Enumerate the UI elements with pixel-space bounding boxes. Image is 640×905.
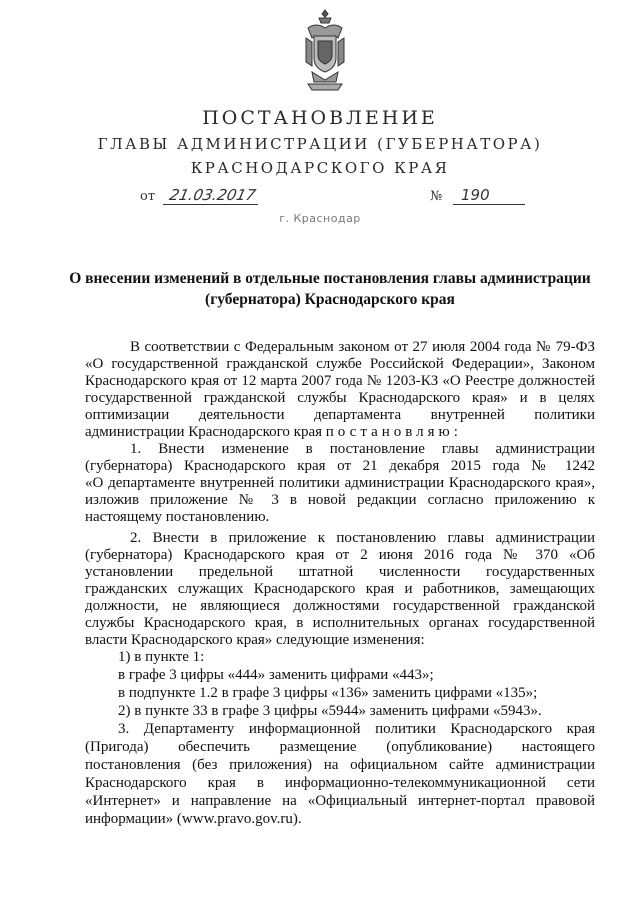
body-line-01: В соответствии с Федеральным законом от 27 июля 2004 года № 79-ФЗ: [130, 339, 595, 355]
body-line-14: установлении предельной штатной численности государственных: [85, 564, 595, 580]
coat-of-arms-emblem: [300, 8, 350, 98]
body-line-26: Краснодарского края в информационно-телекоммуникационной сети: [85, 775, 595, 791]
body-line-24: (Пригода) обеспечить размещение (опубликование) настоящего: [85, 739, 595, 755]
body-line-17: службы Краснодарского края, в исполнительных органах государственной: [85, 615, 595, 631]
region-heading: КРАСНОДАРСКОГО КРАЯ: [190, 159, 450, 177]
body-line-02: «О государственной гражданской службе Российской Федерации», Законом: [85, 356, 595, 372]
city-label: г. Краснодар: [279, 212, 361, 225]
document-date: 21.03.2017: [163, 186, 262, 205]
body-line-09: «О департаменте внутренней политики администрации Краснодарского края»,: [85, 475, 595, 491]
body-line-21: в подпункте 1.2 в графе 3 цифры «136» заменить цифрами «135»;: [118, 685, 538, 701]
document-title: [60, 268, 600, 310]
body-line-18: власти Краснодарского края» следующие изменения:: [85, 632, 425, 648]
body-line-27: «Интернет» и направление на «Официальный интернет-портал правовой: [85, 793, 595, 809]
body-line-28: информации» (www.pravo.gov.ru).: [85, 811, 302, 827]
body-line-11: настоящему постановлению.: [85, 509, 270, 525]
body-line-05: оптимизации деятельности департамента внутренней политики: [85, 407, 595, 423]
issuer-heading: ГЛАВЫ АДМИНИСТРАЦИИ (ГУБЕРНАТОРА): [97, 135, 543, 153]
document-number: 190: [453, 186, 525, 205]
body-line-07: 1. Внести изменение в постановление главы администрации: [130, 441, 595, 457]
document-type-heading: ПОСТАНОВЛЕНИЕ: [202, 107, 438, 129]
body-line-04: государственной гражданской службы Краснодарского края» и в целях: [85, 390, 595, 406]
body-line-12: 2. Внести в приложение к постановлению главы администрации: [130, 530, 595, 546]
body-line-10: изложив приложение № 3 в новой редакции согласно приложению к: [85, 492, 595, 508]
document-title-line-1: О внесении изменений в отдельные постановления главы администрации: [69, 270, 591, 287]
body-line-25: постановления (без приложения) на официальном сайте администрации: [85, 757, 595, 773]
body-line-23: 3. Департаменту информационной политики Краснодарского края: [118, 721, 595, 737]
number-label: №: [430, 189, 443, 204]
body-line-03: Краснодарского края от 12 марта 2007 года № 1203-КЗ «О Реестре должностей: [85, 373, 595, 389]
document-title-line-2: (губернатора) Краснодарского края: [205, 291, 455, 308]
body-line-22: 2) в пункте 33 в графе 3 цифры «5944» заменить цифрами «5943».: [118, 703, 542, 719]
body-line-20: в графе 3 цифры «444» заменить цифрами «443»;: [118, 667, 434, 683]
body-line-08: (губернатора) Краснодарского края от 21 декабря 2015 года № 1242: [85, 458, 595, 474]
body-line-13: (губернатора) Краснодарского края от 2 июня 2016 года № 370 «Об: [85, 547, 595, 563]
resolution-word: постановляю:: [325, 424, 462, 440]
date-number-line: [140, 186, 540, 209]
body-line-06-text: администрации Краснодарского края: [85, 424, 323, 440]
date-label: от: [140, 189, 156, 204]
body-line-06: [85, 424, 595, 441]
body-line-15: гражданских служащих Краснодарского края и работников, замещающих: [85, 581, 595, 597]
body-line-16: должности, не являющиеся должностями государственной гражданской: [85, 598, 595, 614]
body-line-19: 1) в пункте 1:: [118, 649, 205, 665]
